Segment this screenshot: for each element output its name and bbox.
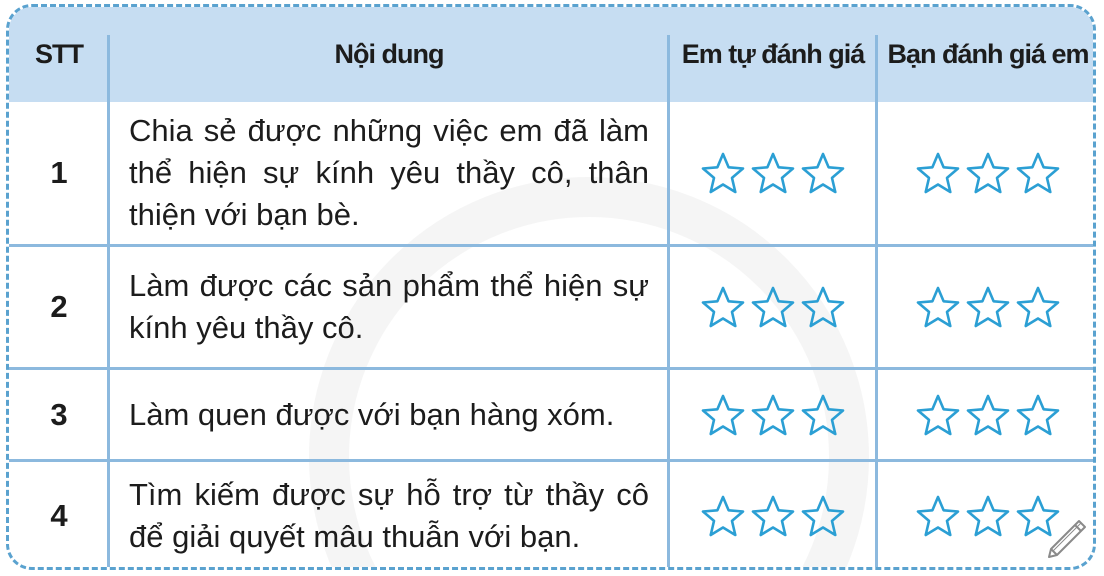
table-header [9,7,1093,102]
star-outline-icon[interactable] [799,391,847,439]
self-rating[interactable] [669,370,877,459]
star-outline-icon[interactable] [1014,391,1062,439]
self-rating[interactable] [669,102,877,244]
header-stt: STT [35,39,83,69]
row-content: Tìm kiếm được sự hỗ trợ từ thầy cô để giải quyết mâu thuẫn với bạn. [129,477,649,554]
star-outline-icon[interactable] [799,283,847,331]
star-outline-icon[interactable] [799,492,847,540]
row-number: 1 [50,155,68,190]
star-outline-icon[interactable] [914,283,962,331]
table-row [9,247,1093,367]
row-content: Làm quen được với bạn hàng xóm. [129,396,615,432]
star-outline-icon[interactable] [964,283,1012,331]
star-outline-icon[interactable] [1014,283,1062,331]
star-outline-icon[interactable] [699,149,747,197]
header-self-eval: Em tự đánh giá [681,39,865,69]
star-outline-icon[interactable] [1014,149,1062,197]
row-number: 3 [50,396,68,432]
self-rating[interactable] [669,462,877,570]
star-outline-icon[interactable] [914,391,962,439]
star-outline-icon[interactable] [914,149,962,197]
star-outline-icon[interactable] [799,149,847,197]
row-content: Chia sẻ được những việc em đã làm thể hiện sự kính yêu thầy cô, thân thiện với bạn bè. [129,113,649,232]
header-peer-eval: Bạn đánh giá em [887,39,1089,69]
star-outline-icon[interactable] [699,391,747,439]
star-outline-icon[interactable] [749,283,797,331]
star-outline-icon[interactable] [749,149,797,197]
pencil-icon [1041,515,1089,563]
self-rating[interactable] [669,247,877,367]
star-outline-icon[interactable] [964,149,1012,197]
header-content: Nội dung [334,39,444,69]
table-row [9,102,1093,244]
star-outline-icon[interactable] [749,492,797,540]
star-outline-icon[interactable] [964,391,1012,439]
star-outline-icon[interactable] [914,492,962,540]
row-number: 2 [50,289,68,324]
star-outline-icon[interactable] [964,492,1012,540]
star-outline-icon[interactable] [699,492,747,540]
row-number: 4 [50,498,68,533]
self-assessment-table [6,4,1096,570]
table-row [9,370,1093,459]
row-content: Làm được các sản phẩm thể hiện sự kính yêu thầy cô. [129,268,649,345]
star-outline-icon[interactable] [749,391,797,439]
table-row [9,462,1093,570]
star-outline-icon[interactable] [699,283,747,331]
peer-rating[interactable] [877,102,1096,244]
peer-rating[interactable] [877,247,1096,367]
peer-rating[interactable] [877,370,1096,459]
